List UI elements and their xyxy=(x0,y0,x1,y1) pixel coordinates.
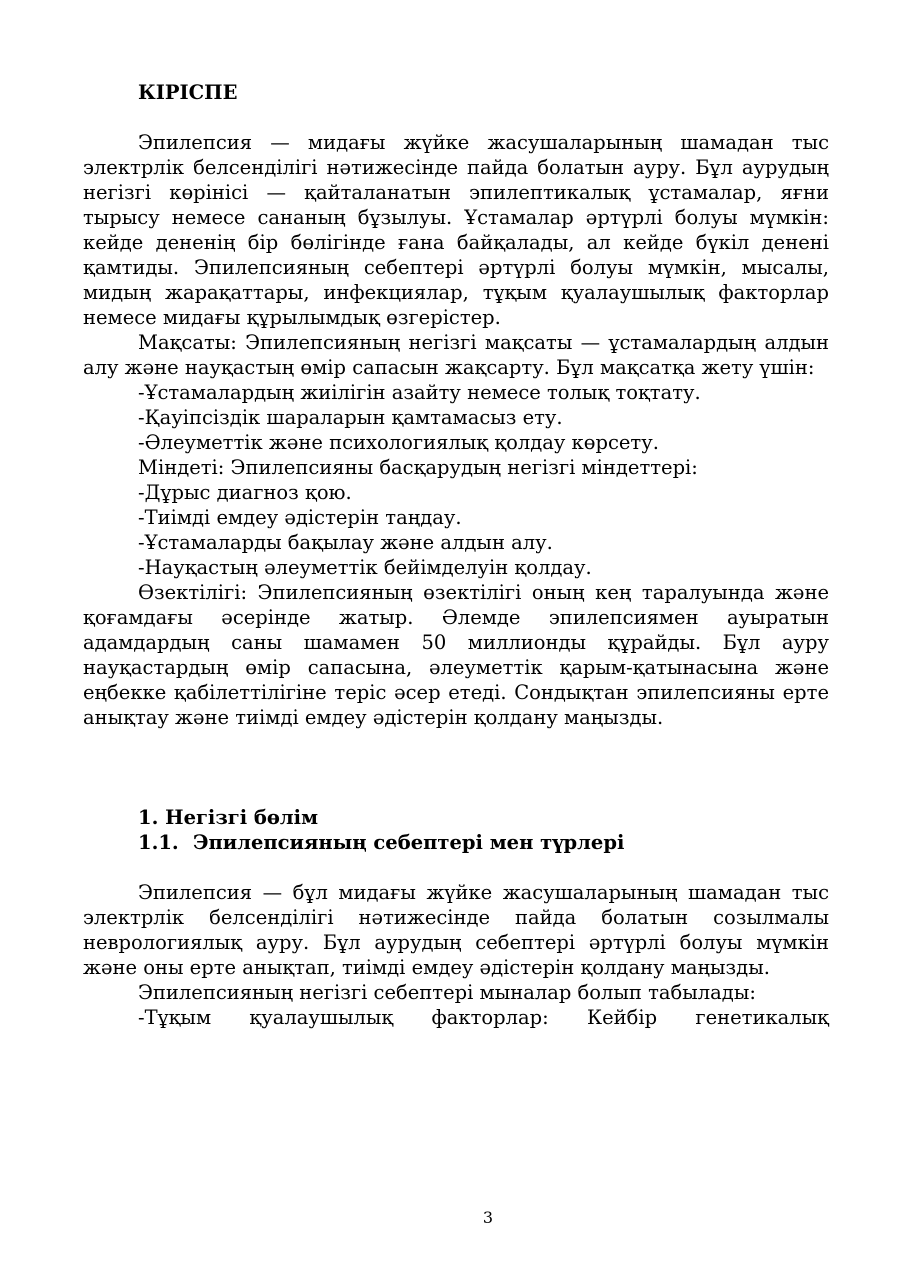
goal-item: -Ұстамалардың жиілігін азайту немесе толық тоқтату. xyxy=(138,381,701,404)
goal-paragraph: Мақсаты: Эпилепсияның негізгі мақсаты — ұстамалардың алдын алу және науқастың өмір сапасын жақсарту. Бұл мақсатқа жету үшін: xyxy=(83,331,829,379)
task-item: -Тиімді емдеу әдістерін таңдау. xyxy=(138,506,462,529)
task-item: -Ұстамаларды бақылау және алдын алу. xyxy=(138,531,553,554)
tasks-intro: Міндеті: Эпилепсияны басқарудың негізгі міндеттері: xyxy=(138,456,698,479)
task-item: -Дұрыс диагноз қою. xyxy=(138,481,352,504)
subsection-number: 1.1. xyxy=(138,831,179,854)
intro-paragraph: Эпилепсия — мидағы жүйке жасушаларының шамадан тыс электрлік белсенділігі нәтижесінде пайда болатын ауру. Бұл аурудың негізгі көрінісі — қайталанатын эпилептикалық ұстамалар, яғни тырысу немесе сананың бұзылуы. Ұстамалар әртүрлі болуы мүмкін: кейде дененің бір бөлігінде ғана байқалады, ал кейде бүкіл денені қамтиды. Эпилепсияның себептері әртүрлі болуы мүмкін, мысалы, мидың жарақаттары, инфекциялар, тұқым қуалаушылық факторлар немесе мидағы құрылымдық өзгерістер. xyxy=(83,131,829,329)
causes-intro: Эпилепсияның негізгі себептері мыналар болып табылады: xyxy=(138,981,756,1004)
subsection-spacer xyxy=(83,855,829,880)
goal-item: -Әлеуметтік және психологиялық қолдау көрсету. xyxy=(138,431,659,454)
goal-item: -Қауіпсіздік шараларын қамтамасыз ету. xyxy=(138,406,563,429)
page-number: 3 xyxy=(482,1208,494,1227)
section-heading: 1. Негізгі бөлім xyxy=(138,806,319,829)
subsection-title: Эпилепсияның себептері мен түрлері xyxy=(193,831,625,854)
main-paragraph: Эпилепсия — бұл мидағы жүйке жасушаларының шамадан тыс электрлік белсенділігі нәтижесінде пайда болатын созылмалы неврологиялық ауру. Бұл аурудың себептері әртүрлі болуы мүмкін және оны ерте анықтап, тиімді емдеу әдістерін қолдану маңызды. xyxy=(83,881,829,979)
task-item: -Науқастың әлеуметтік бейімделуін қолдау. xyxy=(138,556,592,579)
subsection-heading xyxy=(83,830,829,855)
section-spacer xyxy=(83,730,829,805)
intro-heading: КІРІСПЕ xyxy=(138,81,238,104)
relevance-paragraph: Өзектілігі: Эпилепсияның өзектілігі оның кең таралуында және қоғамдағы әсерінде жатыр. Әлемде эпилепсиямен ауыратын адамдардың саны шамамен 50 миллионды құрайды. Бұл ауру науқастардың өмір сапасына, әлеуметтік қарым-қатынасына және еңбекке қабілеттілігіне теріс әсер етеді. Сондықтан эпилепсияны ерте анықтау және тиімді емдеу әдістерін қолдану маңызды. xyxy=(83,581,829,729)
cause-item: -Тұқым қуалаушылық факторлар: Кейбір генетикалық xyxy=(138,1006,829,1029)
document-page xyxy=(83,80,829,1030)
